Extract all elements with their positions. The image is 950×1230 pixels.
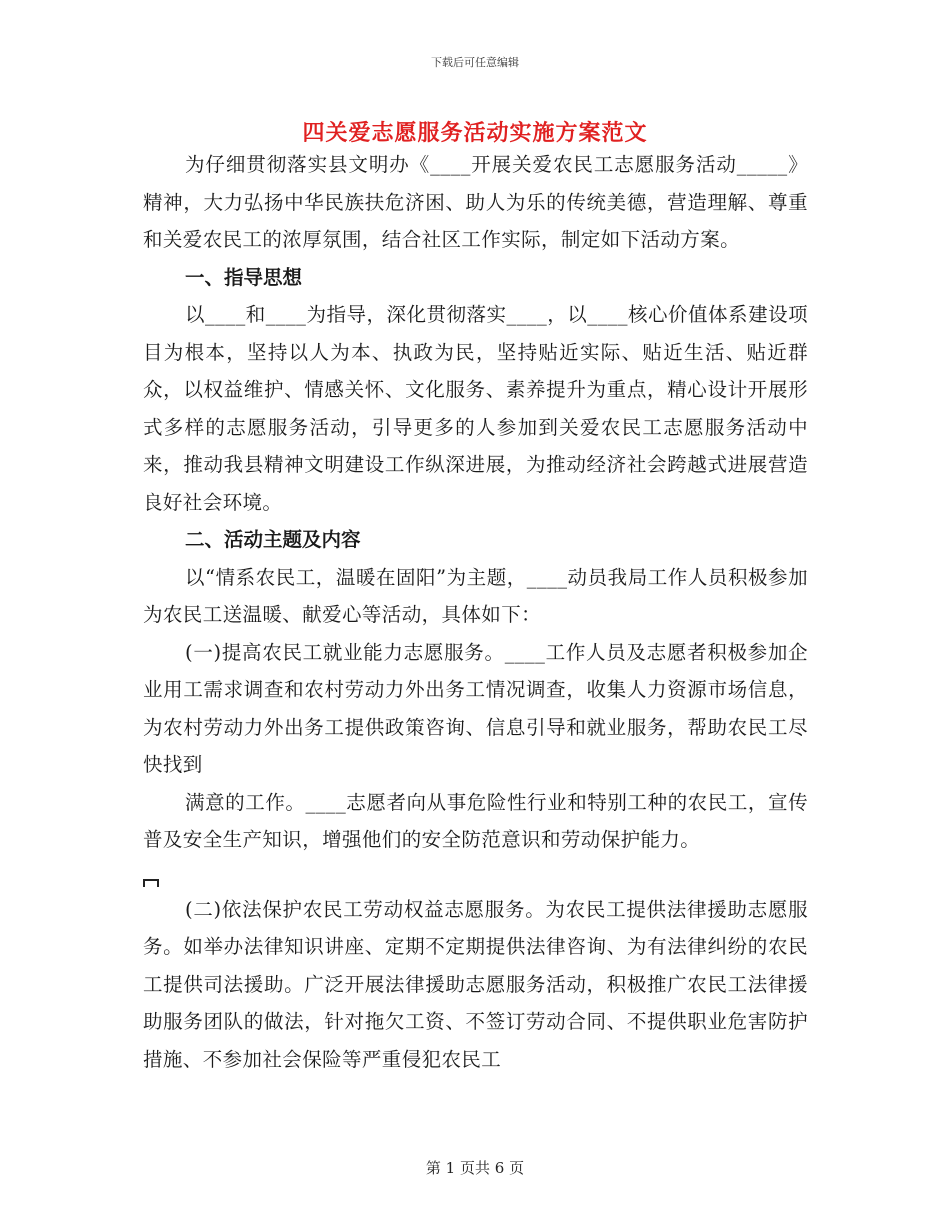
- item-two-paragraph: (二)依法保护农民工劳动权益志愿服务。为农民工提供法律援助志愿服务。如举办法律知识讲座、定期不定期提供法律咨询、为有法律纠纷的农民工提供司法援助。广泛开展法律援助志愿服务活动，积极推广农民工法律援助服务团队的做法，针对拖欠工资、不签订劳动合同、不提供职业危害防护措施、不参加社会保险等严重侵犯农民工: [143, 897, 808, 1071]
- header-note: 下载后可任意编辑: [431, 56, 519, 69]
- document-body: [143, 146, 808, 1078]
- theme-paragraph: 以“情系农民工，温暖在固阳”为主题，____动员我局工作人员积极参加为农民工送温暖、献爱心等活动，具体如下：: [143, 565, 808, 626]
- document-title: 四关爱志愿服务活动实施方案范文: [302, 120, 648, 146]
- item-one-continued-paragraph: 满意的工作。____志愿者向从事危险性行业和特别工种的农民工，宣传普及安全生产知识，增强他们的安全防范意识和劳动保护能力。: [143, 790, 808, 851]
- intro-paragraph: 为仔细贯彻落实县文明办《____开展关爱农民工志愿服务活动_____》精神，大力弘扬中华民族扶危济困、助人为乐的传统美德，营造理解、尊重和关爱农民工的浓厚氛围，结合社区工作实际，制定如下活动方案。: [143, 153, 808, 251]
- page-number: 第 1 页共 6 页: [425, 1159, 525, 1177]
- item-one-paragraph: (一)提高农民工就业能力志愿服务。____工作人员及志愿者积极参加企业用工需求调查和农村劳动力外出务工情况调查，收集人力资源市场信息，为农村劳动力外出务工提供政策咨询、信息引导和就业服务，帮助农民工尽快找到: [143, 640, 808, 776]
- section-heading-guiding-ideology: 一、指导思想: [185, 265, 303, 289]
- guiding-ideology-paragraph: 以____和____为指导，深化贯彻落实____，以____核心价值体系建设项目为根本，坚持以人为本、执政为民，坚持贴近实际、贴近生活、贴近群众，以权益维护、情感关怀、文化服务、素养提升为重点，精心设计开展形式多样的志愿服务活动，引导更多的人参加到关爱农民工志愿服务活动中来，推动我县精神文明建设工作纵深进展，为推动经济社会跨越式进展营造良好社会环境。: [143, 303, 808, 514]
- section-heading-theme-content: 二、活动主题及内容: [185, 528, 361, 551]
- page-break-mark: [143, 879, 159, 887]
